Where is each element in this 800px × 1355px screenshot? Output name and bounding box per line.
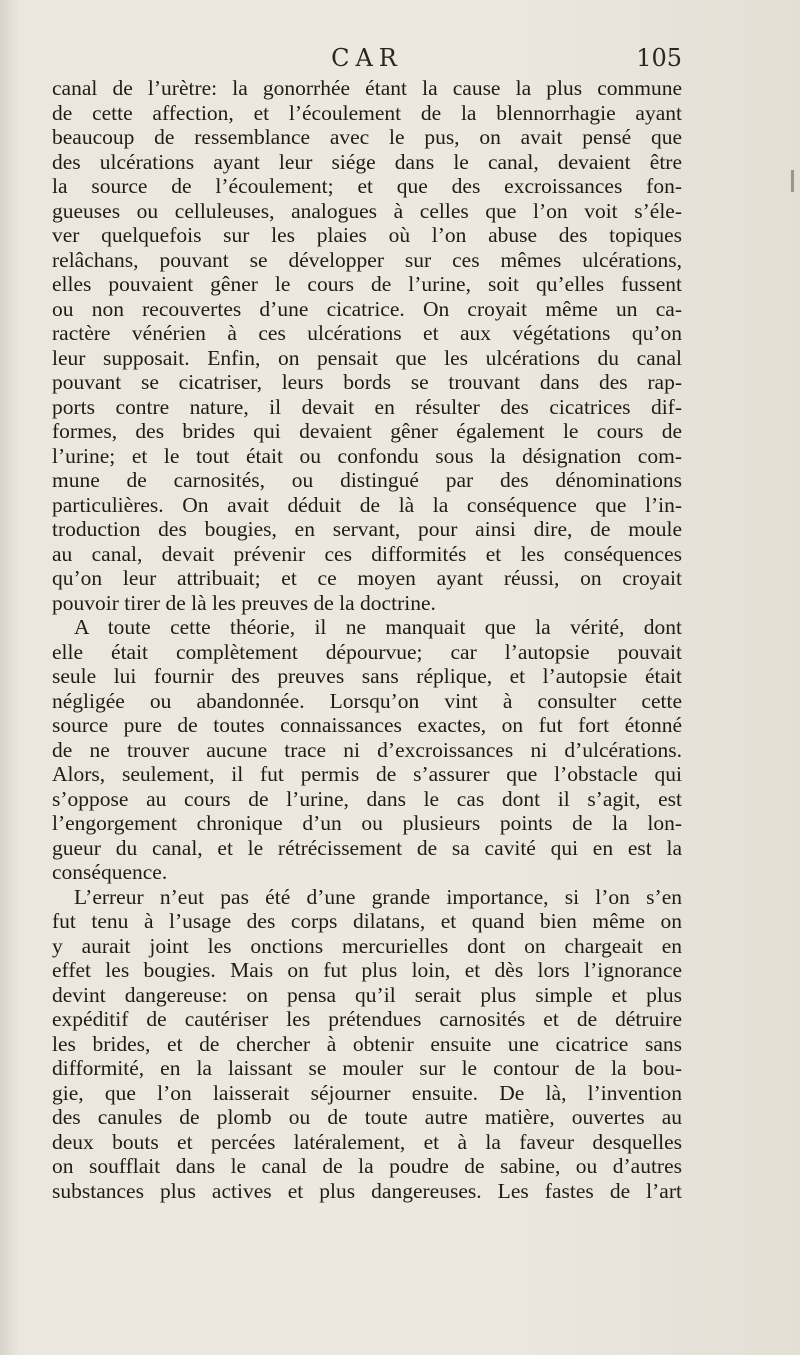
text-line: négligée ou abandonnée. Lorsqu’on vint à consulter cette	[52, 688, 682, 713]
text-line: pouvant se cicatriser, leurs bords se trouvant dans des rap-	[52, 370, 682, 394]
text-line: devint dangereuse: on pensa qu’il serait plus simple et plus	[52, 982, 682, 1007]
text-line: ou non recouvertes d’une cicatrice. On croyait même un ca-	[52, 296, 682, 321]
text-line: qu’on leur attribuait; et ce moyen ayant réussi, on croyait	[52, 566, 682, 590]
body-text	[52, 76, 682, 1203]
text-line: leur supposait. Enfin, on pensait que les ulcérations du canal	[52, 345, 682, 370]
text-line: gie, que l’on laisserait séjourner ensuite. De là, l’invention	[52, 1080, 682, 1105]
text-line: Alors, seulement, il fut permis de s’assurer que l’obstacle qui	[52, 762, 682, 786]
text-line: deux bouts et percées latéralement, et à la faveur desquelles	[52, 1129, 682, 1154]
text-line: elle était complètement dépourvue; car l’autopsie pouvait	[52, 639, 682, 664]
text-line: expéditif de cautériser les prétendues carnosités et de détruire	[52, 1007, 682, 1031]
text-line: y aurait joint les onctions mercurielles dont on chargeait en	[52, 933, 682, 958]
text-line: ver quelquefois sur les plaies où l’on abuse des topiques	[52, 223, 682, 247]
text-line: particulières. On avait déduit de là la conséquence que l’in-	[52, 492, 682, 517]
text-line: conséquence.	[52, 860, 168, 884]
text-line: de ne trouver aucune trace ni d’excroissances ni d’ulcérations.	[52, 737, 682, 762]
text-line: pouvoir tirer de là les preuves de la doctrine.	[52, 590, 436, 615]
text-line: beaucoup de ressemblance avec le pus, on avait pensé que	[52, 125, 682, 149]
text-line: l’urine; et le tout était ou confondu sous la désignation com-	[52, 443, 682, 468]
paragraph-1	[52, 76, 682, 615]
text-line: canal de l’urètre: la gonorrhée étant la cause la plus commune	[52, 76, 682, 100]
text-line: relâchans, pouvant se développer sur ces mêmes ulcérations,	[52, 247, 682, 272]
text-line: seule lui fournir des preuves sans réplique, et l’autopsie était	[52, 664, 682, 688]
text-line: les brides, et de chercher à obtenir ensuite une cicatrice sans	[52, 1031, 682, 1056]
text-line: gueuses ou celluleuses, analogues à celles que l’on voit s’éle-	[52, 198, 682, 223]
text-line: gueur du canal, et le rétrécissement de sa cavité qui en est la	[52, 835, 682, 860]
paragraph-2	[52, 615, 682, 885]
text-line: de cette affection, et l’écoulement de la blennorrhagie ayant	[52, 100, 682, 125]
paragraph-3	[52, 885, 682, 1204]
text-line: ractère vénérien à ces ulcérations et aux végétations qu’on	[52, 321, 682, 345]
text-line: troduction des bougies, en servant, pour ainsi dire, de moule	[52, 517, 682, 541]
text-line: A toute cette théorie, il ne manquait que la vérité, dont	[74, 615, 682, 639]
text-line: s’oppose au cours de l’urine, dans le cas dont il s’agit, est	[52, 786, 682, 811]
text-line: formes, des brides qui devaient gêner également le cours de	[52, 419, 682, 443]
text-line: source pure de toutes connaissances exactes, on fut fort étonné	[52, 713, 682, 737]
text-line: on soufflait dans le canal de la poudre de sabine, ou d’autres	[52, 1154, 682, 1178]
text-line: effet les bougies. Mais on fut plus loin, et dès lors l’ignorance	[52, 958, 682, 982]
text-line: substances plus actives et plus dangereuses. Les fastes de l’art	[52, 1178, 682, 1203]
text-line: l’engorgement chronique d’un ou plusieurs points de la lon-	[52, 811, 682, 835]
text-line: elles pouvaient gêner le cours de l’urine, soit qu’elles fussent	[52, 272, 682, 296]
text-line: des ulcérations ayant leur siége dans le canal, devaient être	[52, 149, 682, 174]
text-line: L’erreur n’eut pas été d’une grande importance, si l’on s’en	[74, 884, 682, 909]
text-line: difformité, en la laissant se mouler sur le contour de la bou-	[52, 1056, 682, 1080]
running-head: CAR	[331, 44, 403, 72]
text-line: fut tenu à l’usage des corps dilatans, et quand bien même on	[52, 909, 682, 933]
text-line: ports contre nature, il devait en résulter des cicatrices dif-	[52, 394, 682, 419]
text-line: au canal, devait prévenir ces difformités et les conséquences	[52, 541, 682, 566]
page-edge-mark	[791, 170, 794, 192]
text-line: la source de l’écoulement; et que des excroissances fon-	[52, 174, 682, 198]
text-line: des canules de plomb ou de toute autre matière, ouvertes au	[52, 1105, 682, 1129]
text-line: mune de carnosités, ou distingué par des dénominations	[52, 468, 682, 492]
page-number: 105	[636, 44, 682, 72]
